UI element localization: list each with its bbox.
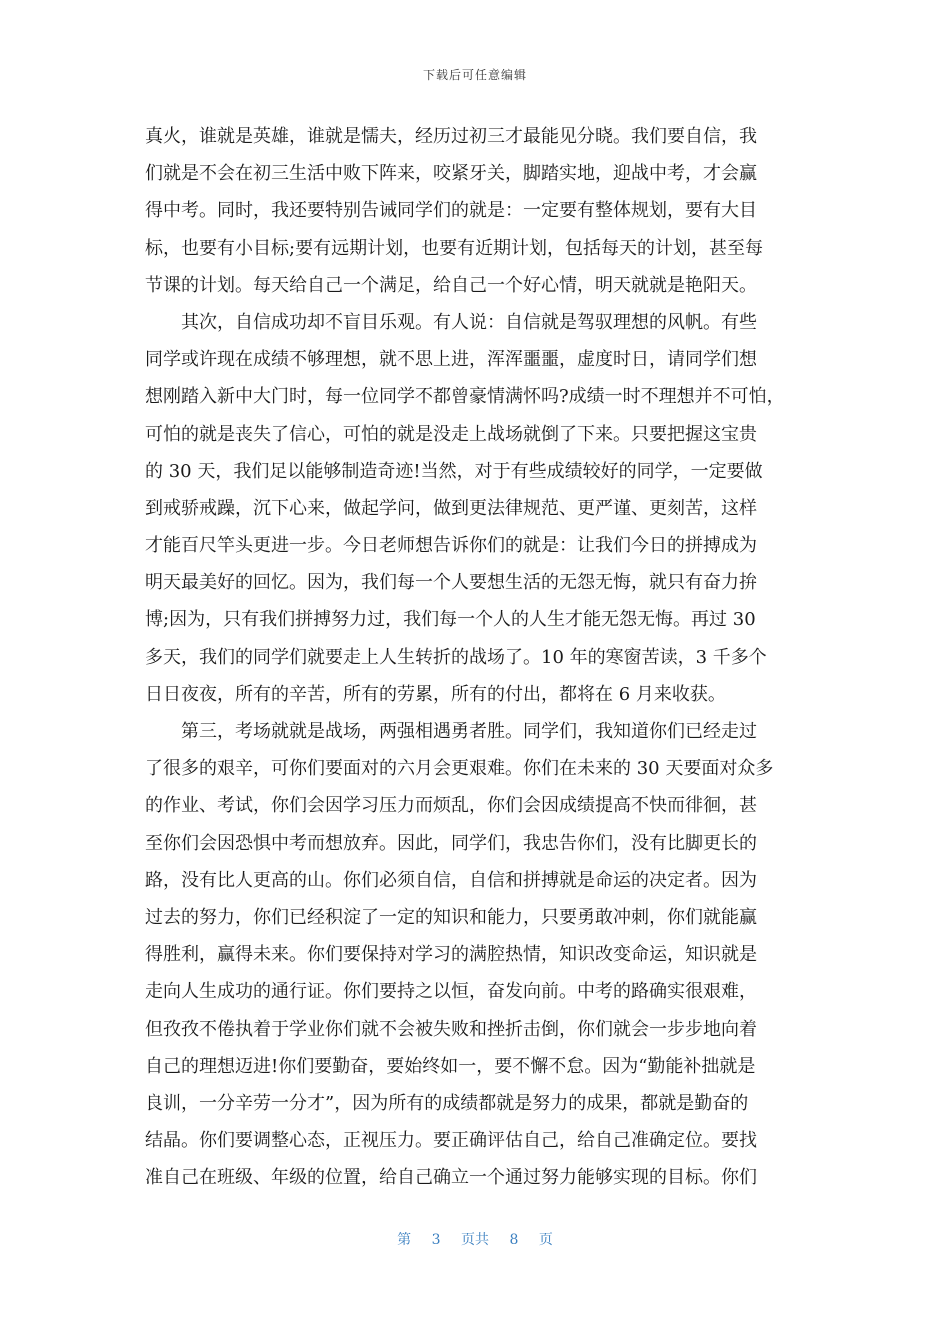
text-line: 可怕的就是丧失了信心，可怕的就是没走上战场就倒了下来。只要把握这宝贵: [145, 423, 757, 445]
text-line: 准自己在班级、年级的位置，给自己确立一个通过努力能够实现的目标。你们: [145, 1167, 757, 1189]
text-line: 同学或许现在成绩不够理想，就不思上进，浑浑噩噩，虚度时日，请同学们想: [145, 349, 757, 371]
text-line: 得胜利，赢得未来。你们要保持对学习的满腔热情，知识改变命运，知识就是: [145, 944, 757, 966]
text-line: 了很多的艰辛，可你们要面对的六月会更艰难。你们在未来的 30 天要面对众多: [145, 758, 774, 780]
footer-middle: 页共: [461, 1232, 489, 1248]
text-line: 走向人生成功的通行证。你们要持之以恒，奋发向前。中考的路确实很艰难，: [145, 981, 757, 1003]
text-line: 其次，自信成功却不盲目乐观。有人说：自信就是驾驭理想的风帆。有些: [181, 311, 757, 333]
text-line: 过去的努力，你们已经积淀了一定的知识和能力，只要勇敢冲刺，你们就能赢: [145, 906, 757, 928]
page-footer: [0, 1229, 950, 1249]
document-body: [145, 118, 813, 1196]
text-line: 日日夜夜，所有的辛苦，所有的劳累，所有的付出，都将在 6 月来收获。: [145, 683, 726, 705]
footer-total-pages: 8: [509, 1232, 519, 1248]
text-line: 的作业、考试，你们会因学习压力而烦乱，你们会因成绩提高不快而徘徊，甚: [145, 795, 757, 817]
text-line: 博;因为，只有我们拼搏努力过，我们每一个人的人生才能无怨无悔。再过 30: [145, 609, 756, 631]
text-line: 良训，一分辛劳一分才”，因为所有的成绩都就是努力的成果，都就是勤奋的: [145, 1092, 749, 1114]
footer-suffix: 页: [538, 1232, 553, 1248]
text-line: 真火，谁就是英雄，谁就是懦夫，经历过初三才最能见分晓。我们要自信，我: [145, 126, 757, 147]
text-line: 但孜孜不倦执着于学业你们就不会被失败和挫折击倒，你们就会一步步地向着: [145, 1018, 757, 1040]
text-line: 明天最美好的回忆。因为，我们每一个人要想生活的无怨无悔，就只有奋力拚: [145, 572, 757, 594]
text-line: 到戒骄戒躁，沉下心来，做起学问，做到更法律规范、更严谨、更刻苦，这样: [145, 497, 757, 519]
text-line: 路，没有比人更高的山。你们必须自信，自信和拼搏就是命运的决定者。因为: [145, 869, 757, 891]
text-line: 的 30 天，我们足以能够制造奇迹!当然，对于有些成绩较好的同学，一定要做: [145, 460, 763, 482]
header-text: 下载后可任意编辑: [422, 68, 527, 82]
text-line: 结晶。你们要调整心态，正视压力。要正确评估自己，给自己准确定位。要找: [145, 1130, 757, 1152]
text-line: 才能百尺竿头更进一步。今日老师想告诉你们的就是：让我们今日的拼搏成为: [145, 535, 757, 557]
text-line: 得中考。同时，我还要特别告诫同学们的就是：一定要有整体规划，要有大目: [145, 200, 757, 222]
footer-prefix: 第: [397, 1232, 412, 1248]
text-line: 想刚踏入新中大门时，每一位同学不都曾豪情满怀吗?成绩一时不理想并不可怕，: [145, 386, 785, 408]
text-line: 们就是不会在初三生活中败下阵来，咬紧牙关，脚踏实地，迎战中考，才会赢: [145, 163, 757, 185]
text-line: 第三，考场就就是战场，两强相遇勇者胜。同学们，我知道你们已经走过: [181, 721, 757, 742]
text-line: 多天，我们的同学们就要走上人生转折的战场了。10 年的寒窗苦读，3 千多个: [145, 646, 767, 668]
text-line: 至你们会因恐惧中考而想放弃。因此，同学们，我忠告你们，没有比脚更长的: [145, 832, 757, 854]
page-header: [0, 66, 950, 83]
text-line: 节课的计划。每天给自己一个满足，给自己一个好心情，明天就就是艳阳天。: [145, 274, 757, 296]
text-line: 自己的理想迈进!你们要勤奋，要始终如一，要不懈不怠。因为“勤能补拙就是: [145, 1055, 756, 1077]
text-line: 标，也要有小目标;要有远期计划，也要有近期计划，包括每天的计划，甚至每: [145, 237, 764, 259]
footer-current-page: 3: [431, 1232, 441, 1248]
